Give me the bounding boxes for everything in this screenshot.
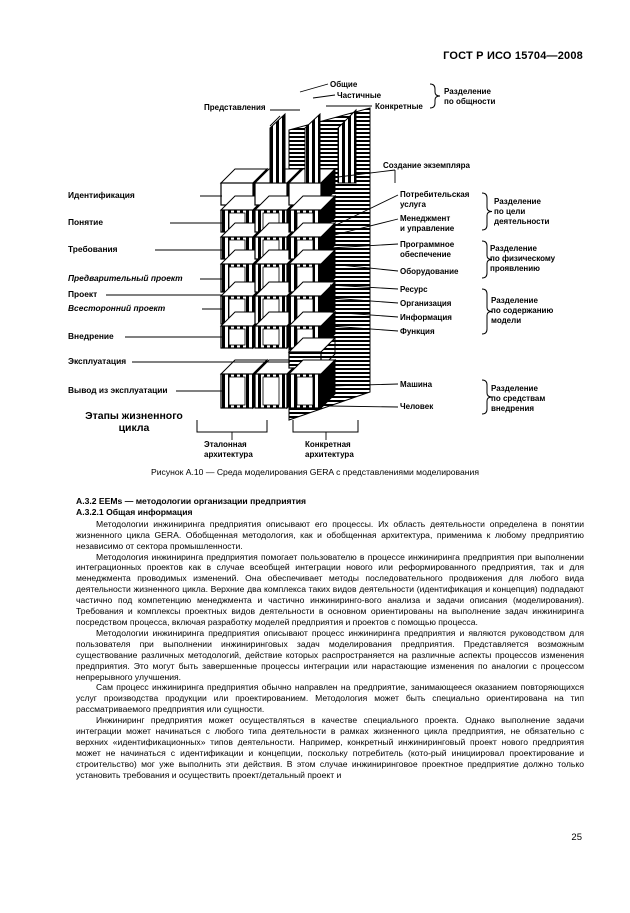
lifecycle-label: Всесторонний проект [68, 303, 166, 313]
label-machine: Машина [400, 380, 433, 389]
paragraph-4: Сам процесс инжиниринга предприятия обычно направлен на предприятие, занимающееся оказанием повторяющихся услуг производства продукции или проектированием. Методология может быть специально ориентирована на тип рассматриваемого предприятия или сущности. [76, 682, 584, 715]
body-text [76, 496, 584, 781]
label-software: Программное обеспечение [400, 240, 455, 259]
standard-header: ГОСТ Р ИСО 15704—2008 [443, 50, 583, 62]
label-management-control: Менеджмент и управление [400, 214, 455, 233]
lifecycle-label: Эксплуатация [68, 356, 127, 366]
label-information: Информация [400, 313, 452, 322]
label-specific: Конкретные [375, 102, 423, 111]
lifecycle-title: Этапы жизненного цикла [85, 410, 183, 434]
lifecycle-label: Вывод из эксплуатации [68, 385, 168, 395]
label-implementation-split: Разделение по средствам внедрения [491, 384, 546, 413]
lifecycle-label: Предварительный проект [68, 273, 183, 283]
label-consumer-service: Потребительская услуга [400, 190, 470, 209]
label-organization: Организация [400, 299, 452, 308]
bracket [293, 420, 358, 432]
label-physical-split: Разделение по физическому проявлению [490, 244, 556, 273]
leader-line [313, 95, 335, 98]
page-number: 25 [571, 832, 582, 843]
cube-window [229, 377, 245, 405]
label-instantiation: Создание экземпляра [383, 161, 470, 170]
leader-line [330, 406, 398, 407]
brace [430, 84, 440, 108]
cube-window [263, 377, 279, 405]
cube-window [229, 329, 245, 345]
label-purpose-split: Разделение по цели деятельности [494, 197, 550, 226]
label-human: Человек [400, 402, 434, 411]
lifecycle-label: Требования [68, 244, 118, 254]
label-hardware: Оборудование [400, 267, 459, 276]
label-general: Общие [330, 80, 358, 89]
subsection-title: А.3.2.1 Общая информация [76, 506, 193, 517]
lifecycle-label: Проект [68, 289, 98, 299]
label-reference-architecture: Эталонная архитектура [204, 440, 253, 459]
label-specific-architecture: Конкретная архитектура [305, 440, 354, 459]
bracket [197, 420, 267, 432]
paragraph-5: Инжиниринг предприятия может осуществляться в качестве специального проекта. Однако выполнение задачи интеграции может начинаться с любого типа деятельности в рамках жизненного цикла предприятия, не обязательно с верхних «идентификационных» типов деятельности. Например, конкретный инжиниринговый проект нового предприятия может не начинаться с идентификации и концепции, поскольку потребитель (кото-рый инициировал проектирование и строительство) мог уже выполнить эти действия. В этом случае инжиниринговое проектное предприятие должно только установить требования и осуществить проект/детальный проект и [76, 715, 584, 780]
paragraph-2: Методология инжиниринга предприятия помогает пользователю в процессе инжиниринга предприятия при выполнении интеграционных проектов как в случае всеобщей интеграции нового или реформированного предприятия, так и для менеджмента проводимых изменений. Она обеспечивает методы последовательного продвижения для любого вида деятельности жизненного цикла. Верхние два комплекса таких видов деятельности (идентификация и концепция) подпадают частично под компетенцию менеджмента и частично инжиниринго-вого анализа и задачи описания (моделирования). Требования и комплексы проектных видов деятельности в основном ориентированы на выполнение задач инжиниринга посредством процесса, включая разработку моделей предприятия и проектов с помощью процесса. [76, 551, 584, 627]
lifecycle-label: Идентификация [68, 190, 135, 200]
cube-window [263, 329, 279, 345]
paragraph-1: Методологии инжиниринга предприятия описывают его процессы. Их область деятельности определена в понятии жизненного цикла GERA. Обобщенная методология, как и обобщенная архитектура, применима к любому предприятию независимо от сектора промышленности. [76, 518, 584, 551]
label-resource: Ресурс [400, 285, 428, 294]
paragraph-3: Методологии инжиниринга предприятия описывают процесс инжиниринга предприятия и являются руководством для пользователя при выполнении инжиниринговых задач моделирования предприятия. Представляется возможным существование различных методологий, действие которых распространяется на различные аспекты процессов изменения предприятия. Это могут быть завершенные процессы интеграции или нарастающие изменения по аналогии с процессом непрерывного улучшения. [76, 627, 584, 682]
label-function: Функция [400, 327, 435, 336]
label-partial: Частичные [337, 91, 382, 100]
label-generality-split: Разделение по общности [444, 87, 496, 106]
lifecycle-label: Понятие [68, 217, 103, 227]
cube-window [297, 377, 313, 405]
top-pillar [305, 114, 320, 183]
leader-line [300, 84, 328, 92]
figure-caption: Рисунок А.10 — Среда моделирования GERA с представлениями моделирования [150, 467, 479, 477]
brace [482, 193, 492, 230]
label-content-split: Разделение по содержанию модели [491, 296, 554, 325]
lifecycle-label: Внедрение [68, 331, 114, 341]
label-representation: Представления [204, 103, 266, 112]
section-title: А.3.2 EEMs — методологии организации предприятия [76, 496, 306, 506]
